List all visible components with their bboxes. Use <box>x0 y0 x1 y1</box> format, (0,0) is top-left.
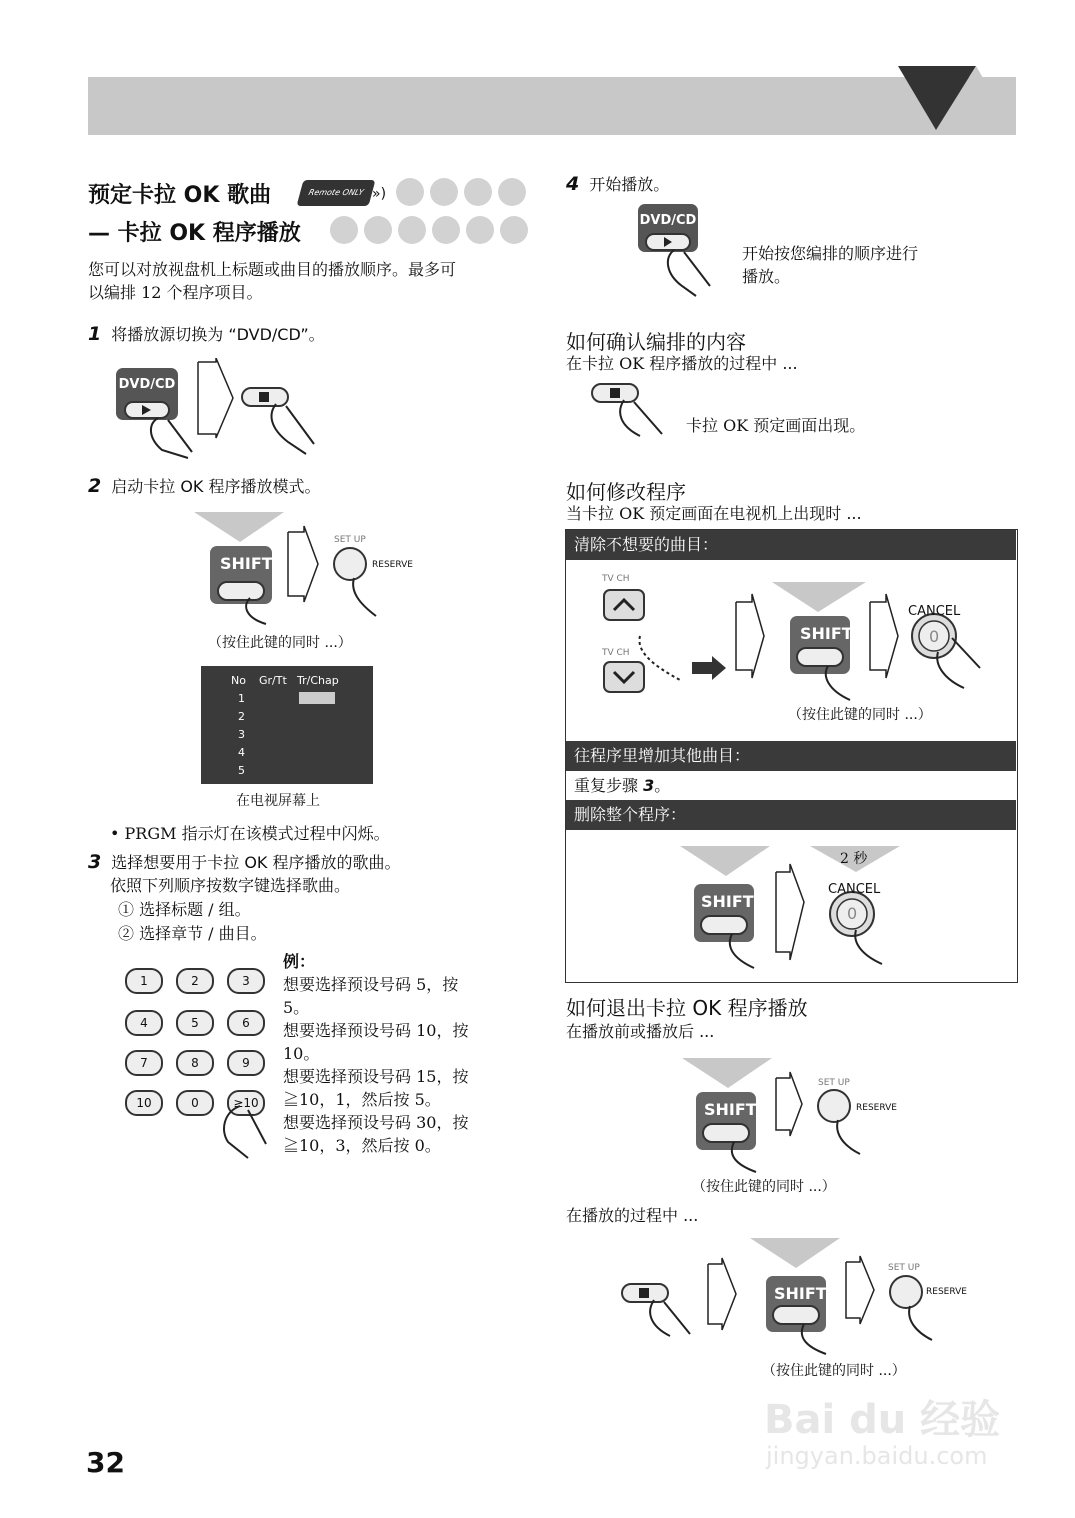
key-2[interactable]: 2 <box>176 968 214 994</box>
key-0[interactable]: 0 <box>176 1090 214 1116</box>
modify-heading: 如何修改程序 <box>566 480 686 504</box>
key-3[interactable]: 3 <box>227 968 265 994</box>
clear-caption: （按住此键的同时 ...） <box>788 707 932 723</box>
setup-label: SET UP <box>334 535 366 545</box>
intro-text: 您可以对放视盘机上标题或曲目的播放顺序。最多可 以编排 12 个程序项目。 <box>88 260 457 302</box>
confirm-result: 卡拉 OK 预定画面出现。 <box>686 416 866 435</box>
section-title-row-2 <box>88 216 301 247</box>
section-subtitle: — 卡拉 OK 程序播放 <box>88 221 301 246</box>
reserve-label: RESERVE <box>372 560 413 570</box>
baidu-watermark-logo: Bai du 经验 <box>764 1397 1001 1443</box>
step4-desc: 开始按您编排的顺序进行 播放。 <box>742 244 919 286</box>
step3-sub: 依照下列顺序按数字键选择歌曲。 <box>110 876 351 895</box>
example-3b: ≧10，1，然后按 5。 <box>283 1090 441 1109</box>
zero-key[interactable]: 0 <box>929 627 940 646</box>
tv-caption: 在电视屏幕上 <box>236 793 320 809</box>
signal-icon: ») <box>372 186 387 202</box>
key-10[interactable]: 10 <box>125 1090 163 1116</box>
key-5[interactable]: 5 <box>176 1010 214 1036</box>
confirm-heading: 如何确认编排的内容 <box>566 330 746 354</box>
step2-caption: （按住此键的同时 ...） <box>208 635 352 651</box>
cancel-label: CANCEL <box>908 604 961 619</box>
step-4: 4 开始播放。 <box>566 173 670 195</box>
key-6[interactable]: 6 <box>227 1010 265 1036</box>
key-8[interactable]: 8 <box>176 1050 214 1076</box>
reserve-label-exit: RESERVE <box>856 1103 897 1113</box>
step4-illustration <box>640 230 720 300</box>
example-1b: 5。 <box>283 998 310 1017</box>
key-4[interactable]: 4 <box>125 1010 163 1036</box>
modify-sub: 当卡拉 OK 预定画面在电视机上出现时 ... <box>566 504 862 523</box>
exit-before: 在播放前或播放后 ... <box>566 1022 715 1041</box>
step3-item1: ① 选择标题 / 组。 <box>118 900 251 919</box>
dvdcd-button[interactable]: DVD/CD <box>116 368 178 420</box>
example-2a: 想要选择预设号码 10，按 <box>283 1021 469 1040</box>
confirm-sub: 在卡拉 OK 程序播放的过程中 ... <box>566 354 798 373</box>
step-1: 1 将播放源切换为 “DVD/CD”。 <box>88 323 325 345</box>
prgm-note: • PRGM 指示灯在该模式过程中闪烁。 <box>110 824 390 843</box>
dvdcd-button-step4[interactable]: DVD/CD <box>638 204 698 252</box>
exit-heading: 如何退出卡拉 OK 程序播放 <box>566 996 808 1020</box>
header-bar <box>88 77 1016 135</box>
example-3a: 想要选择预设号码 15，按 <box>283 1067 469 1086</box>
section-title: 预定卡拉 OK 歌曲 <box>88 183 272 208</box>
reserve-label-exit-2: RESERVE <box>926 1287 967 1297</box>
exit-during: 在播放的过程中 ... <box>566 1206 699 1225</box>
example-4a: 想要选择预设号码 30，按 <box>283 1113 469 1132</box>
cancel-label-delete: CANCEL <box>828 882 881 897</box>
setup-label-exit: SET UP <box>818 1078 850 1088</box>
title-dots-2 <box>330 216 534 244</box>
repeat-step: 重复步骤 3。 <box>574 776 671 795</box>
header-triangle-icon <box>890 64 1020 136</box>
step-2: 2 启动卡拉 OK 程序播放模式。 <box>88 475 321 497</box>
bar-clear: 清除不想要的曲目： <box>566 530 1016 560</box>
step3-item2: ② 选择章节 / 曲目。 <box>118 924 267 943</box>
step-3: 3 选择想要用于卡拉 OK 程序播放的歌曲。 <box>88 851 401 873</box>
shift-button-clear[interactable]: SHIFT <box>800 624 853 643</box>
seconds-label: 2 秒 <box>840 851 868 867</box>
exit-caption-2: （按住此键的同时 ...） <box>762 1363 906 1379</box>
shift-button[interactable]: SHIFT <box>220 554 273 573</box>
key-7[interactable]: 7 <box>125 1050 163 1076</box>
example-1a: 想要选择预设号码 5，按 <box>283 975 459 994</box>
example-label: 例： <box>283 952 316 971</box>
example-4b: ≧10，3，然后按 0。 <box>283 1136 441 1155</box>
shift-button-delete[interactable]: SHIFT <box>701 892 754 911</box>
tv-screen: No Gr/Tt Tr/Chap 1 2 3 4 5 <box>201 666 373 784</box>
bar-delete: 删除整个程序： <box>566 800 1016 830</box>
step1-illustration <box>118 358 418 468</box>
finger-icon <box>210 1104 270 1160</box>
baidu-watermark-url: jingyan.baidu.com <box>766 1442 988 1470</box>
key-1[interactable]: 1 <box>125 968 163 994</box>
remote-only-badge: Remote ONLY <box>297 180 376 206</box>
exit-caption-1: （按住此键的同时 ...） <box>692 1179 836 1195</box>
example-2b: 10。 <box>283 1044 320 1063</box>
key-9[interactable]: 9 <box>227 1050 265 1076</box>
setup-label-exit-2: SET UP <box>888 1263 920 1273</box>
zero-key-delete[interactable]: 0 <box>847 904 858 923</box>
tvch-down-label: TV CH <box>602 648 630 658</box>
tv-highlight <box>299 692 335 704</box>
title-dots-1 <box>396 178 532 206</box>
stop-button-illustration <box>588 378 678 442</box>
tvch-up-label: TV CH <box>602 574 630 584</box>
bar-add: 往程序里增加其他曲目： <box>566 741 1016 771</box>
page-number: 32 <box>86 1446 125 1479</box>
shift-button-exit-2[interactable]: SHIFT <box>774 1284 827 1303</box>
key-ge10[interactable]: ≥10 <box>227 1090 265 1116</box>
section-title-row-1 <box>88 178 271 209</box>
shift-button-exit[interactable]: SHIFT <box>704 1100 757 1119</box>
